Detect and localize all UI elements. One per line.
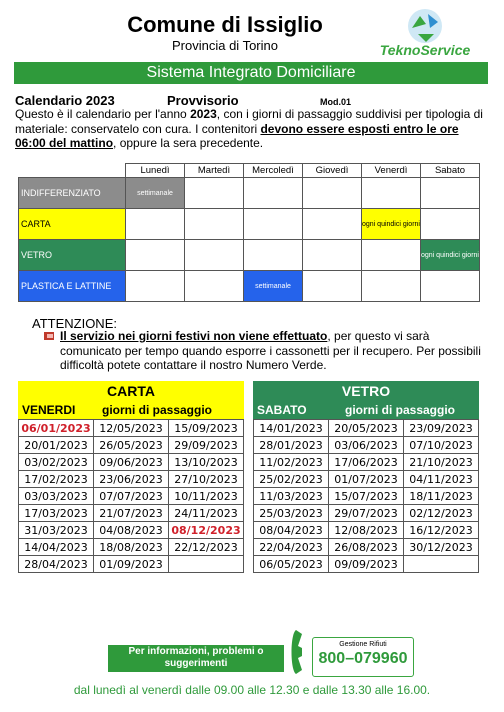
phone-box (312, 637, 414, 677)
date-cell: 20/01/2023 (19, 437, 94, 454)
date-cell: 13/10/2023 (169, 454, 244, 471)
dates-row (254, 556, 479, 573)
date-cell: 16/12/2023 (404, 522, 479, 539)
schedule-cell: settimanale (244, 271, 303, 302)
date-cell: 22/04/2023 (254, 539, 329, 556)
schedule-cell (362, 271, 421, 302)
date-cell: 25/03/2023 (254, 505, 329, 522)
date-cell: 14/01/2023 (254, 420, 329, 437)
dates-row (254, 488, 479, 505)
date-cell: 24/11/2023 (169, 505, 244, 522)
vetro-dates-table (253, 419, 479, 573)
phone-label: Gestione Rifiuti (339, 641, 387, 648)
date-cell: 03/06/2023 (329, 437, 404, 454)
date-cell: 25/02/2023 (254, 471, 329, 488)
warning-bullet-icon (44, 331, 56, 341)
schedule-cell (126, 240, 185, 271)
date-cell: 21/10/2023 (404, 454, 479, 471)
date-cell: 17/02/2023 (19, 471, 94, 488)
date-cell: 29/07/2023 (329, 505, 404, 522)
schedule-cell (244, 209, 303, 240)
date-cell: 10/11/2023 (169, 488, 244, 505)
dates-row (19, 539, 244, 556)
carta-title: CARTA (18, 381, 244, 402)
date-cell: 14/04/2023 (19, 539, 94, 556)
schedule-row-label: PLASTICA E LATTINE (19, 271, 126, 302)
date-cell: 21/07/2023 (94, 505, 169, 522)
dates-row (19, 454, 244, 471)
date-cell: 06/01/2023 (19, 420, 94, 437)
date-cell: 17/06/2023 (329, 454, 404, 471)
date-cell: 04/11/2023 (404, 471, 479, 488)
page-subtitle: Provincia di Torino (172, 38, 278, 53)
date-cell: 07/10/2023 (404, 437, 479, 454)
schedule-cell (244, 240, 303, 271)
date-cell: 04/08/2023 (94, 522, 169, 539)
carta-dates-table (18, 419, 244, 573)
date-cell: 06/05/2023 (254, 556, 329, 573)
date-cell: 09/09/2023 (329, 556, 404, 573)
schedule-cell (185, 209, 244, 240)
carta-subheader: VENERDI giorni di passaggio (18, 402, 244, 419)
schedule-cell (421, 271, 480, 302)
date-cell: 26/08/2023 (329, 539, 404, 556)
date-cell: 02/12/2023 (404, 505, 479, 522)
dates-row (19, 556, 244, 573)
date-cell: 29/09/2023 (169, 437, 244, 454)
date-cell: 20/05/2023 (329, 420, 404, 437)
schedule-row (19, 178, 480, 209)
page-title: Comune di Issiglio (127, 12, 323, 37)
dates-row (254, 420, 479, 437)
status-label: Provvisorio (167, 93, 239, 108)
date-cell: 27/10/2023 (169, 471, 244, 488)
date-cell: 11/02/2023 (254, 454, 329, 471)
date-cell: 23/06/2023 (94, 471, 169, 488)
phone-number[interactable]: 800–079960 (318, 650, 408, 667)
info-box: Per informazioni, problemi o suggerimenti (108, 645, 284, 672)
date-cell: 15/09/2023 (169, 420, 244, 437)
schedule-cell (244, 178, 303, 209)
schedule-cell: settimanale (126, 178, 185, 209)
date-cell: 18/11/2023 (404, 488, 479, 505)
dates-row (254, 437, 479, 454)
dates-row (19, 471, 244, 488)
vetro-subheader: SABATO giorni di passaggio (253, 402, 479, 419)
schedule-cell (303, 240, 362, 271)
date-cell: 03/03/2023 (19, 488, 94, 505)
schedule-cell (421, 209, 480, 240)
date-cell: 28/04/2023 (19, 556, 94, 573)
banner: Sistema Integrato Domiciliare (14, 62, 488, 84)
date-cell (169, 556, 244, 573)
weekly-schedule-table (18, 163, 480, 302)
day-header: Martedì (185, 164, 244, 178)
schedule-cell (185, 178, 244, 209)
schedule-row-label: CARTA (19, 209, 126, 240)
date-cell: 28/01/2023 (254, 437, 329, 454)
date-cell: 07/07/2023 (94, 488, 169, 505)
schedule-row (19, 271, 480, 302)
date-cell: 03/02/2023 (19, 454, 94, 471)
mod-label: Mod.01 (320, 97, 352, 107)
schedule-cell (185, 271, 244, 302)
schedule-cell: ogni quindici giorni (362, 209, 421, 240)
day-header: Venerdì (362, 164, 421, 178)
dates-row (254, 454, 479, 471)
date-cell: 12/05/2023 (94, 420, 169, 437)
date-cell: 17/03/2023 (19, 505, 94, 522)
day-header: Giovedì (303, 164, 362, 178)
schedule-row (19, 240, 480, 271)
date-cell: 08/12/2023 (169, 522, 244, 539)
schedule-row-label: INDIFFERENZIATO (19, 178, 126, 209)
date-cell (404, 556, 479, 573)
date-cell: 23/09/2023 (404, 420, 479, 437)
notice-title: ATTENZIONE: (32, 316, 117, 331)
schedule-cell (303, 209, 362, 240)
schedule-cell (185, 240, 244, 271)
schedule-cell (303, 271, 362, 302)
phone-handset-icon (290, 628, 312, 676)
date-cell: 12/08/2023 (329, 522, 404, 539)
calendar-label: Calendario 2023 (15, 93, 115, 108)
date-cell: 01/07/2023 (329, 471, 404, 488)
schedule-cell (362, 240, 421, 271)
schedule-row (19, 209, 480, 240)
date-cell: 18/08/2023 (94, 539, 169, 556)
schedule-cell (303, 178, 362, 209)
dates-row (19, 522, 244, 539)
schedule-cell: ogni quindici giorni (421, 240, 480, 271)
logo-text: TeknoService (379, 42, 471, 58)
dates-row (19, 488, 244, 505)
schedule-cell (126, 209, 185, 240)
hours-footer: dal lunedì al venerdì dalle 09.00 alle 12.30 e dalle 13.30 alle 16.00. (73, 683, 431, 697)
day-header: Sabato (421, 164, 480, 178)
date-cell: 31/03/2023 (19, 522, 94, 539)
dates-row (254, 471, 479, 488)
date-cell: 26/05/2023 (94, 437, 169, 454)
vetro-title: VETRO (253, 381, 479, 402)
schedule-cell (421, 178, 480, 209)
date-cell: 30/12/2023 (404, 539, 479, 556)
date-cell: 11/03/2023 (254, 488, 329, 505)
day-header: Lunedì (126, 164, 185, 178)
dates-row (254, 539, 479, 556)
date-cell: 22/12/2023 (169, 539, 244, 556)
vetro-box (253, 381, 479, 573)
carta-box (18, 381, 244, 573)
dates-row (19, 505, 244, 522)
date-cell: 15/07/2023 (329, 488, 404, 505)
schedule-cell (126, 271, 185, 302)
intro-paragraph: Questo è il calendario per l'anno 2023, con i giorni di passaggio suddivisi per tipologia di materiale: conservatelo con cura. I contenitori devono essere esposti entro le ore 06:00 del mattino, oppure la sera precedente. (15, 107, 483, 150)
date-cell: 01/09/2023 (94, 556, 169, 573)
dates-row (254, 505, 479, 522)
notice-text: Il servizio nei giorni festivi non viene effettuato, per questo vi sarà comunicato per tempo quando esporre i cassonetti per il recupero. Per possibili difficoltà potete contattare il nostro Numero Verde. (60, 329, 481, 372)
schedule-cell (362, 178, 421, 209)
dates-row (19, 437, 244, 454)
dates-row (254, 522, 479, 539)
day-header: Mercoledì (244, 164, 303, 178)
schedule-row-label: VETRO (19, 240, 126, 271)
date-cell: 09/06/2023 (94, 454, 169, 471)
date-cell: 08/04/2023 (254, 522, 329, 539)
dates-row (19, 420, 244, 437)
